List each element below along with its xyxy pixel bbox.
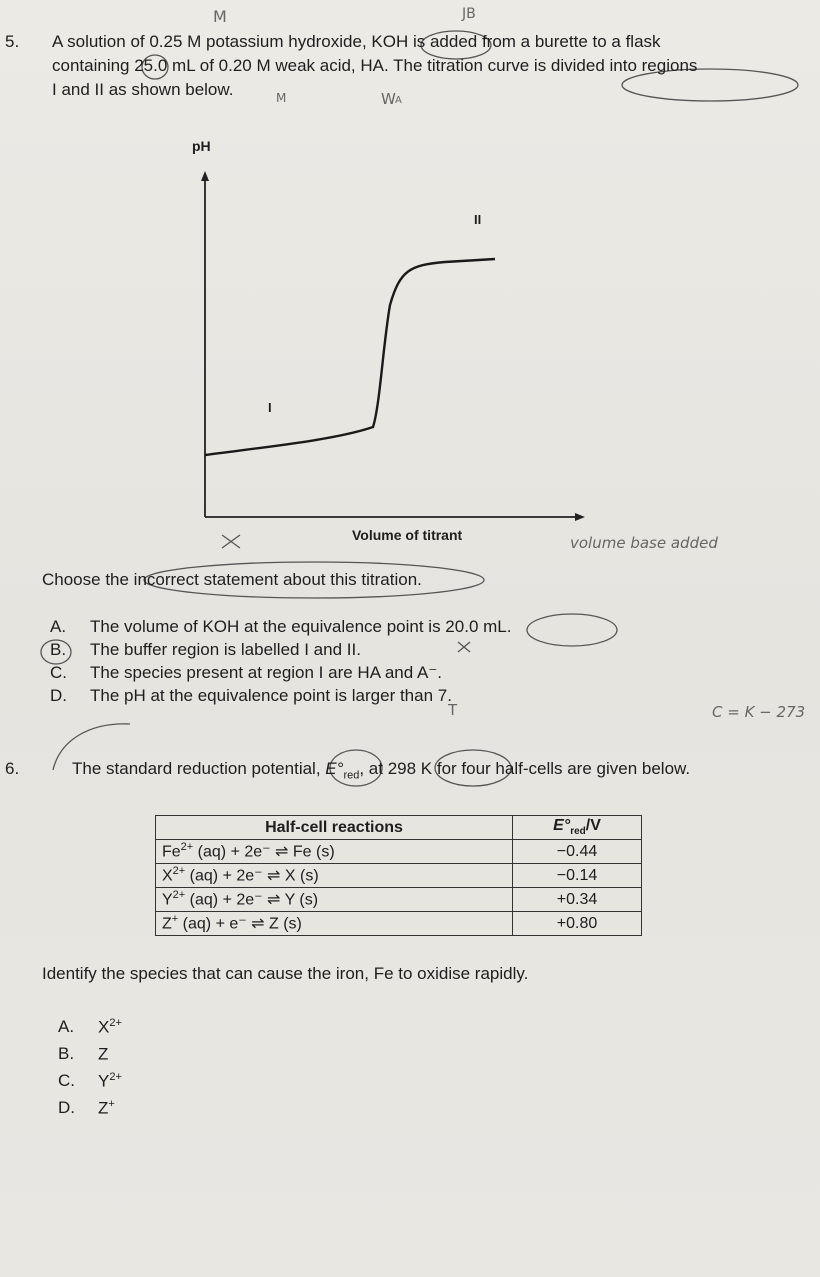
q6-option-d-letter: D. [58,1098,75,1117]
table-row [156,840,642,864]
q6-option-a-letter: A. [58,1017,75,1036]
graph-x-axis-label: Volume of titrant [352,527,463,543]
handwritten-side-note: C = K − 273 [712,703,806,721]
potential-x: −0.14 [513,864,642,888]
q6-option-d [58,1098,258,1122]
reaction-y: $Y^{2+}$ (aq) + 2e⁻ ⇌ Y (s) [156,888,513,912]
question-5-line-3: I and II as shown below. [52,80,234,99]
question-6-stem-post: , at 298 K for four half-cells are given below. [359,759,691,778]
handwritten-note-a: A [395,95,402,106]
handwritten-note-m: M [276,91,287,105]
q5-option-c [50,663,650,687]
q5-option-b-text: The buffer region is labelled I and II. [90,640,361,659]
graph-y-axis-label: pH [192,138,211,154]
header-half-cell-reactions: Half-cell reactions [156,816,513,840]
question-6-prompt: Identify the species that can cause the iron, Fe to oxidise rapidly. [42,964,529,983]
header-e-symbol: E° [553,817,571,835]
q5-option-a [50,617,650,641]
reaction-x: $X^{2+}$ (aq) + 2e⁻ ⇌ X (s) [156,864,513,888]
q5-option-b [50,640,650,664]
region-label-2: II [474,212,482,227]
question-6-stem-pre: The standard reduction potential, [72,759,321,778]
q5-option-a-text: The volume of KOH at the equivalence point is 20.0 mL. [90,617,512,636]
handwritten-mark-m: M [213,7,227,26]
handwritten-mark-jb: JB [462,6,476,22]
potential-z: +0.80 [513,912,642,936]
table-header-row [156,816,642,840]
question-5-number: 5. [5,32,20,51]
table-row [156,864,642,888]
reaction-z: Z+ (aq) + e⁻ ⇌ Z (s) [156,912,513,936]
question-6-number: 6. [5,759,20,778]
e-red-subscript: red [343,769,360,782]
handwritten-t-note: T [448,701,458,719]
region-label-1: I [268,400,272,415]
y-axis-arrow [201,171,209,181]
header-e-red [513,816,642,840]
half-cell-table [155,815,642,936]
q5-option-a-letter: A. [50,617,67,636]
q6-option-c [58,1071,258,1095]
q6-option-d-species: Z+ [98,1098,115,1118]
question-5-line-1: A solution of 0.25 M potassium hydroxide, KOH is added from a burette to a flask [52,32,661,51]
q5-option-d-text: The pH at the equivalence point is larger than 7. [90,686,452,705]
titration-curve-graph [195,165,595,525]
q6-option-a [58,1017,258,1041]
q6-option-b [58,1044,258,1068]
q5-option-d-letter: D. [50,686,67,705]
reaction-fe: $Fe^{2+}$ (aq) + 2e⁻ ⇌ Fe (s) [156,840,513,864]
cross-mark-graph [222,535,240,548]
q6-option-b-species: Z [98,1044,109,1064]
q6-option-c-letter: C. [58,1071,75,1090]
header-e-unit: /V [585,817,601,835]
handwritten-margin-note: volume base added [570,534,718,552]
handwritten-note-w: W [381,90,396,108]
potential-y: +0.34 [513,888,642,912]
x-axis-arrow [575,513,585,521]
table-row [156,912,642,936]
q5-option-b-letter: B. [50,640,67,659]
titration-curve [205,259,495,455]
question-5-prompt: Choose the incorrect statement about this titration. [42,570,422,589]
q6-option-c-species: $Y^{2+}$ [98,1071,122,1091]
potential-fe: −0.44 [513,840,642,864]
e-red-symbol: E° [325,759,344,778]
q6-option-b-letter: B. [58,1044,75,1063]
table-row [156,888,642,912]
q5-option-d [50,686,650,710]
header-e-subscript: red [570,826,586,838]
q5-option-c-letter: C. [50,663,67,682]
question-6-stem [72,757,690,787]
question-5-line-2: containing 25.0 mL of 0.20 M weak acid, HA. The titration curve is divided into regions [52,56,698,75]
q6-option-a-species: $X^{2+}$ [98,1017,122,1037]
q5-option-c-text: The species present at region I are HA and A⁻. [90,663,443,682]
